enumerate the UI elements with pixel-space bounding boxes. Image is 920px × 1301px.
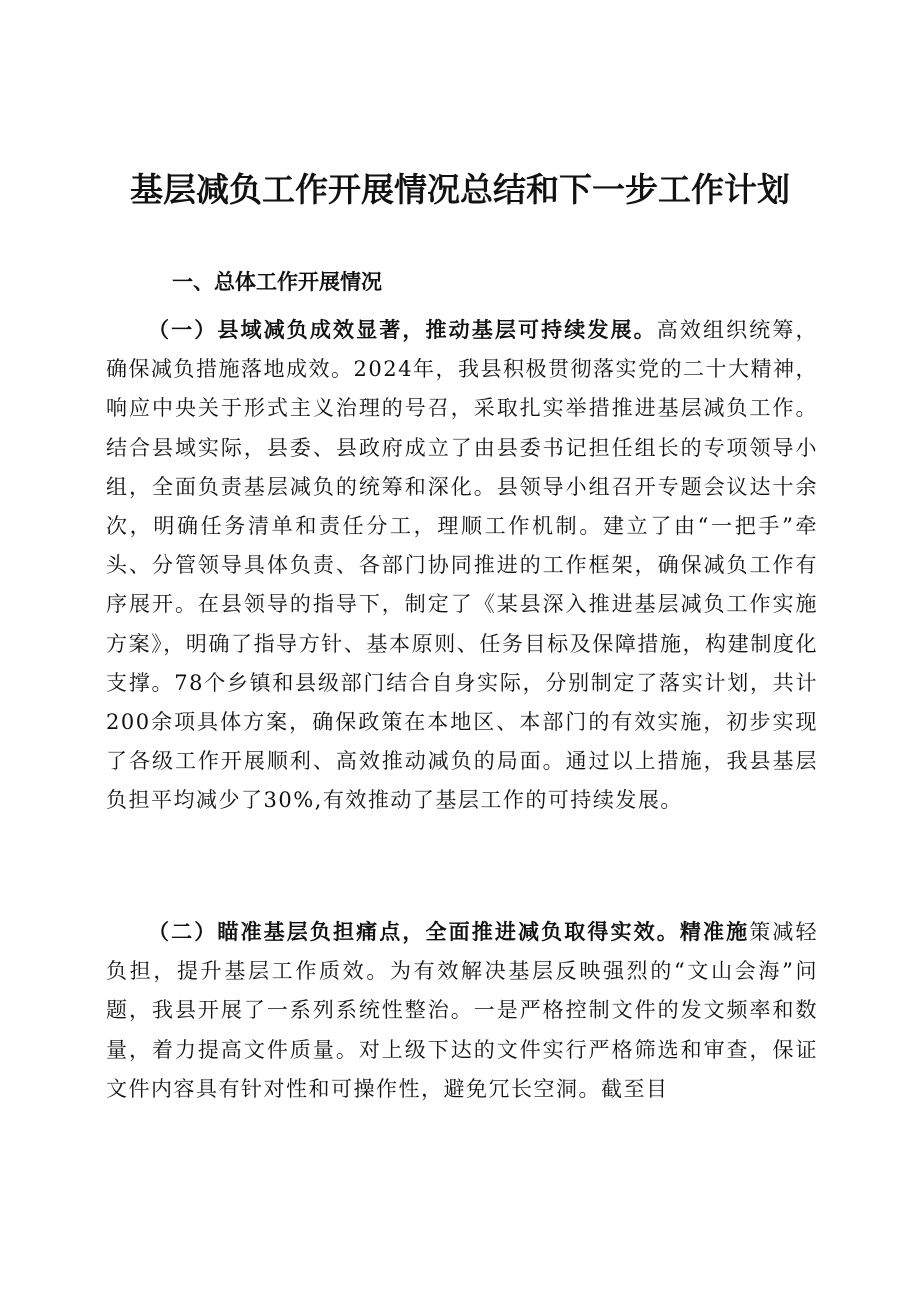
paragraph-1-lead: （一）县域减负成效显著，推动基层可持续发展。	[148, 318, 657, 342]
paragraph-2	[106, 913, 818, 1109]
document-title: 基层减负工作开展情况总结和下一步工作计划	[130, 170, 790, 209]
paragraph-1-body: 高效组织统筹，确保减负措施落地成效。2024年，我县积极贯彻落实党的二十大精神，响应中央关于形式主义治理的号召，采取扎实举措推进基层减负工作。结合县域实际，县委、县政府成立了由县委书记担任组长的专项领导小组，全面负责基层减负的统筹和深化。县领导小组召开专题会议达十余次，明确任务清单和责任分工，理顺工作机制。建立了由“一把手”牵头、分管领导具体负责、各部门协同推进的工作框架，确保减负工作有序展开。在县领导的指导下，制定了《某县深入推进基层减负工作实施方案》，明确了指导方针、基本原则、任务目标及保障措施，构建制度化支撑。78个乡镇和县级部门结合自身实际，分别制定了落实计划，共计200余项具体方案，确保政策在本地区、本部门的有效实施，初步实现了各级工作开展顺利、高效推动减负的局面。通过以上措施，我县基层负担平均减少了30%,有效推动了基层工作的可持续发展。	[106, 318, 818, 813]
paragraph-2-lead: （二）瞄准基层负担痛点，全面推进减负取得实效。精准施	[148, 920, 750, 944]
paragraph-2-body: 策减轻负担，提升基层工作质效。为有效解决基层反映强烈的“文山会海”问题，我县开展了一系列系统性整治。一是严格控制文件的发文频率和数量，着力提高文件质量。对上级下达的文件实行严格筛选和审查，保证文件内容具有针对性和可操作性，避免冗长空洞。截至目	[106, 920, 818, 1101]
paragraph-1	[106, 311, 818, 821]
section-heading: 一、总体工作开展情况	[172, 270, 382, 294]
